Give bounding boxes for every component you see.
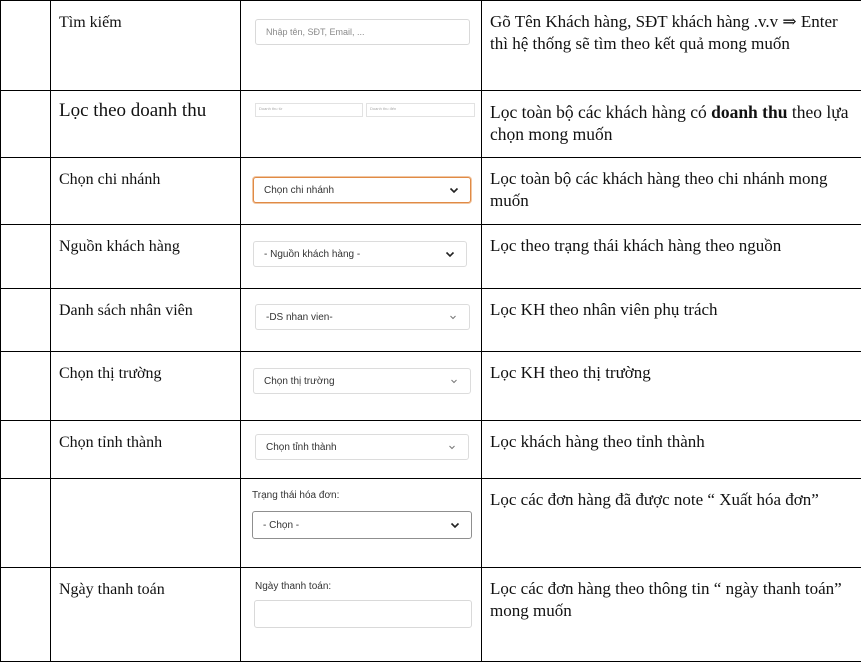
table-row xyxy=(1,158,861,225)
filter-control-cell xyxy=(241,421,482,479)
filter-description-cell xyxy=(482,158,861,225)
province-select[interactable] xyxy=(255,434,469,460)
row-index-cell xyxy=(1,158,51,225)
filter-description-cell xyxy=(482,289,861,352)
table-row xyxy=(1,479,861,568)
row-index-cell xyxy=(1,1,51,91)
table-row xyxy=(1,289,861,352)
filter-control-cell xyxy=(241,289,482,352)
row-index-cell xyxy=(1,289,51,352)
filter-description xyxy=(482,91,861,145)
table-row xyxy=(1,568,861,662)
invoice-status-select[interactable] xyxy=(252,511,472,539)
filter-description: Lọc KH theo nhân viên phụ trách xyxy=(490,300,718,319)
table-row xyxy=(1,91,861,158)
chevron-down-icon xyxy=(446,441,458,453)
filter-control-cell xyxy=(241,479,482,568)
filter-description: Lọc khách hàng theo tỉnh thành xyxy=(490,432,705,451)
filter-control-cell xyxy=(241,158,482,225)
staff-list-select-value: -DS nhan vien- xyxy=(266,311,333,323)
invoice-status-select-value: - Chọn - xyxy=(263,519,300,531)
filter-description: Lọc toàn bộ các khách hàng theo chi nhánh mong muốn xyxy=(490,169,828,210)
filter-description-cell xyxy=(482,421,861,479)
filter-name-cell xyxy=(51,421,241,479)
row-index-cell xyxy=(1,225,51,289)
filter-name: Tìm kiếm xyxy=(59,14,122,31)
filter-description-cell xyxy=(482,1,861,91)
description-text: Lọc toàn bộ các khách hàng có xyxy=(490,102,712,122)
row-index-cell xyxy=(1,568,51,662)
search-input[interactable] xyxy=(255,19,470,45)
revenue-to-placeholder: Doanh thu đến xyxy=(370,106,397,111)
filter-description: Lọc theo trạng thái khách hàng theo nguồn xyxy=(490,236,782,255)
table-row xyxy=(1,352,861,421)
payment-date-label: Ngày thanh toán: xyxy=(255,581,332,592)
filter-description-cell xyxy=(482,91,861,158)
filter-name-cell xyxy=(51,568,241,662)
filter-description: Gõ Tên Khách hàng, SĐT khách hàng .v.v ⇒ Enter thì hệ thống sẽ tìm theo kết quả mong muốn xyxy=(490,12,838,53)
customer-source-select[interactable] xyxy=(253,241,467,267)
filter-description-cell xyxy=(482,225,861,289)
chevron-down-icon xyxy=(448,375,460,387)
province-select-value: Chọn tỉnh thành xyxy=(266,441,337,453)
filter-description-cell xyxy=(482,352,861,421)
chevron-down-icon xyxy=(448,184,460,196)
table-row xyxy=(1,421,861,479)
branch-select-value: Chọn chi nhánh xyxy=(264,184,335,196)
filter-name xyxy=(51,479,240,491)
filter-name-cell xyxy=(51,479,241,568)
filter-description: Lọc KH theo thị trường xyxy=(490,363,651,382)
staff-list-select[interactable] xyxy=(255,304,470,330)
filter-name: Chọn tỉnh thành xyxy=(59,434,163,451)
revenue-from-placeholder: Doanh thu từ xyxy=(259,106,283,111)
payment-date-input[interactable] xyxy=(254,600,472,628)
filter-name: Lọc theo doanh thu xyxy=(59,100,207,121)
filter-name: Chọn thị trường xyxy=(59,365,162,382)
filter-name-cell xyxy=(51,158,241,225)
row-index-cell xyxy=(1,479,51,568)
filter-description-cell xyxy=(482,479,861,568)
row-index-cell xyxy=(1,352,51,421)
filter-control-cell xyxy=(241,225,482,289)
revenue-to-input[interactable] xyxy=(366,103,475,117)
filter-name-cell xyxy=(51,225,241,289)
filter-name: Danh sách nhân viên xyxy=(59,302,193,319)
filter-description: Lọc các đơn hàng theo thông tin “ ngày thanh toán” mong muốn xyxy=(490,579,842,620)
invoice-status-label: Trạng thái hóa đơn: xyxy=(252,490,340,501)
chevron-down-icon xyxy=(444,248,456,260)
customer-source-select-value: - Nguồn khách hàng - xyxy=(264,248,361,260)
filter-name: Ngày thanh toán xyxy=(59,581,165,598)
branch-select[interactable] xyxy=(253,177,471,203)
filter-name: Chọn chi nhánh xyxy=(59,171,161,188)
search-input-placeholder: Nhập tên, SĐT, Email, ... xyxy=(266,27,365,37)
table-row xyxy=(1,225,861,289)
filter-control-cell xyxy=(241,91,482,158)
filter-name: Nguồn khách hàng xyxy=(59,238,180,255)
filter-description: Lọc các đơn hàng đã được note “ Xuất hóa đơn” xyxy=(490,490,819,509)
description-bold-text: doanh thu xyxy=(711,102,788,122)
chevron-down-icon xyxy=(449,519,461,531)
filter-control-cell xyxy=(241,352,482,421)
filter-name-cell xyxy=(51,1,241,91)
row-index-cell xyxy=(1,91,51,158)
table-row xyxy=(1,1,861,91)
filter-control-cell xyxy=(241,568,482,662)
chevron-down-icon xyxy=(447,311,459,323)
filter-name-cell xyxy=(51,91,241,158)
market-select-value: Chọn thị trường xyxy=(264,375,335,387)
description-text: theo lựa chọn mong muốn xyxy=(490,102,849,144)
revenue-from-input[interactable] xyxy=(255,103,363,117)
row-index-cell xyxy=(1,421,51,479)
market-select[interactable] xyxy=(253,368,471,394)
filter-description-cell xyxy=(482,568,861,662)
filter-name-cell xyxy=(51,352,241,421)
filter-name-cell xyxy=(51,289,241,352)
filter-control-cell xyxy=(241,1,482,91)
